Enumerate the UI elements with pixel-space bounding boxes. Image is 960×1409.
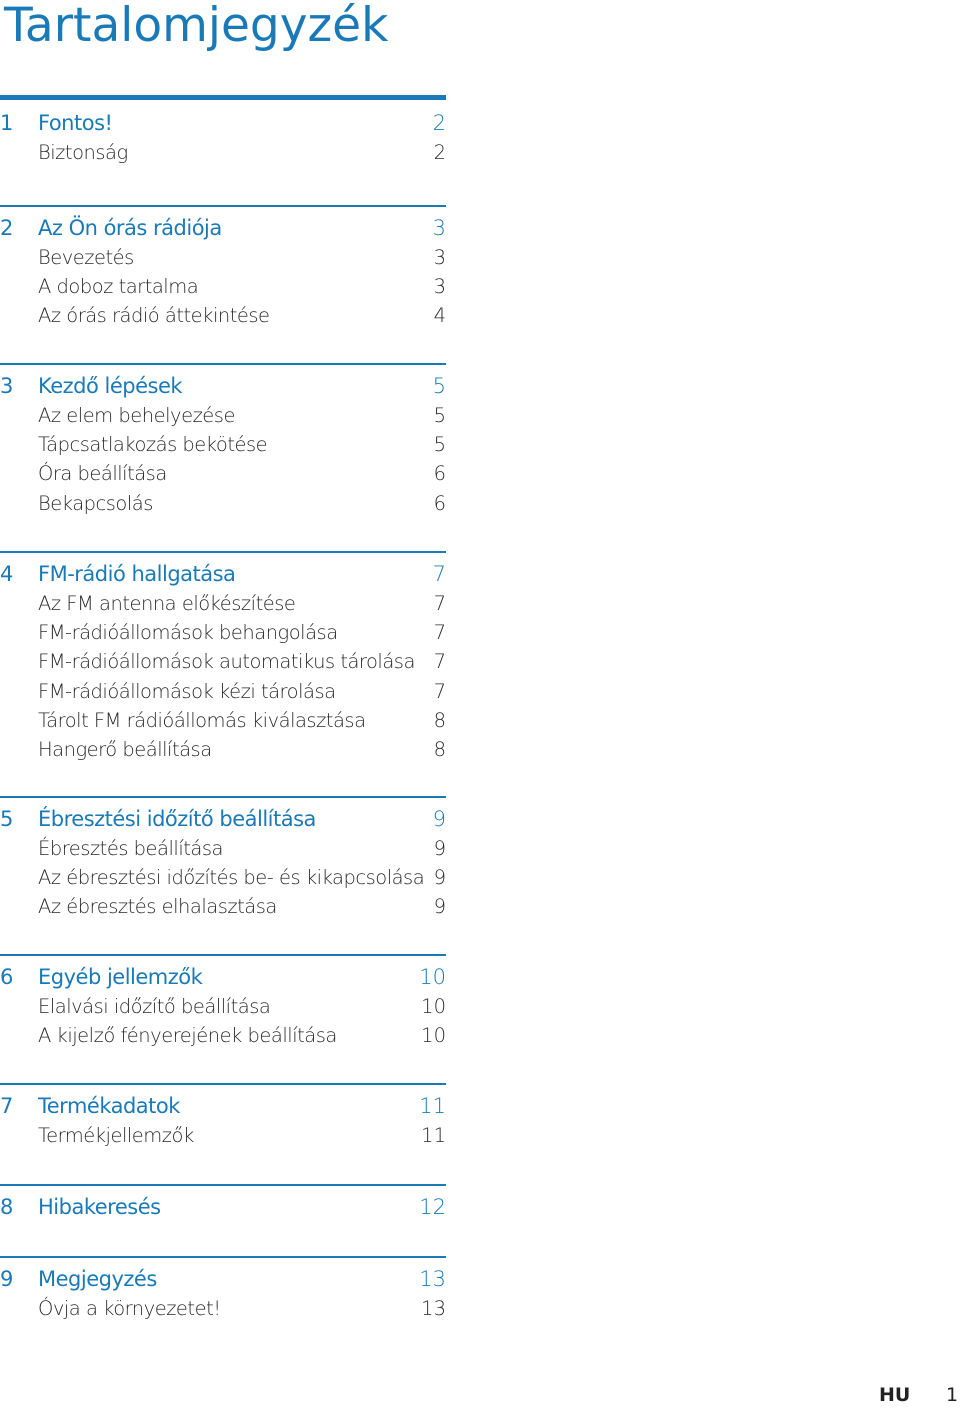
entry-label: Biztonság (38, 141, 128, 164)
entry-label: Ébresztés beállítása (38, 837, 223, 860)
entry-page-number: 9 (433, 866, 446, 890)
entry-page-number: 7 (433, 650, 446, 674)
section-page-number: 2 (432, 111, 446, 135)
entry-page-number: 4 (433, 304, 446, 328)
entry-label: Az FM antenna előkészítése (38, 592, 296, 615)
section-number: 9 (0, 1267, 14, 1291)
toc-entry[interactable] (0, 892, 446, 921)
section-divider (0, 551, 446, 553)
entry-label: Óra beállítása (38, 462, 167, 486)
entry-page-number: 6 (433, 491, 446, 515)
section-number: 1 (0, 111, 14, 135)
entry-page-number: 5 (433, 433, 446, 457)
entry-page-number: 8 (433, 738, 446, 761)
toc-entry[interactable] (0, 706, 446, 735)
entry-page-number: 3 (433, 246, 446, 269)
section-page-number: 9 (432, 807, 446, 831)
entry-label: A doboz tartalma (38, 275, 199, 299)
toc-entry[interactable] (0, 301, 446, 330)
section-divider (0, 1184, 446, 1186)
toc-entry[interactable] (0, 834, 446, 863)
toc-section-heading[interactable] (0, 1193, 446, 1222)
title-divider (0, 95, 446, 100)
toc-entry[interactable] (0, 863, 446, 892)
section-title: FM-rádió hallgatása (38, 562, 236, 586)
section-number: 5 (0, 807, 14, 831)
section-page-number: 7 (432, 562, 446, 586)
footer-language-code: HU (879, 1384, 911, 1406)
entry-page-number: 9 (433, 837, 446, 860)
section-page-number: 3 (432, 216, 446, 240)
entry-page-number: 10 (421, 1024, 446, 1048)
entry-page-number: 10 (421, 995, 446, 1018)
entry-label: Hangerő beállítása (38, 738, 212, 761)
section-divider (0, 1083, 446, 1085)
toc-entry[interactable] (0, 992, 446, 1021)
entry-label: Tárolt FM rádióállomás kiválasztása (38, 708, 366, 732)
toc-section-heading[interactable] (0, 109, 446, 138)
entry-page-number: 6 (433, 462, 446, 486)
toc-entry[interactable] (0, 647, 446, 676)
entry-page-number: 7 (433, 621, 446, 645)
entry-label: Elalvási időzítő beállítása (38, 995, 271, 1018)
section-number: 2 (0, 216, 14, 240)
entry-label: Az órás rádió áttekintése (38, 304, 270, 328)
section-divider (0, 1256, 446, 1258)
entry-page-number: 2 (433, 141, 446, 164)
entry-label: Óvja a környezetet! (38, 1297, 221, 1320)
toc-section-heading[interactable] (0, 805, 446, 834)
entry-label: FM-rádióállomások kézi tárolása (38, 679, 336, 703)
entry-page-number: 3 (433, 275, 446, 299)
entry-label: Bekapcsolás (38, 491, 153, 515)
section-title: Termékadatok (38, 1094, 180, 1118)
toc-entry[interactable] (0, 401, 446, 430)
toc-entry[interactable] (0, 243, 446, 272)
entry-page-number: 7 (433, 592, 446, 615)
entry-label: FM-rádióállomások behangolása (38, 621, 338, 645)
toc-entry[interactable] (0, 1021, 446, 1050)
entry-page-number: 9 (433, 895, 446, 919)
entry-label: Az ébresztési időzítés be- és kikapcsolása (38, 866, 425, 890)
toc-section-heading[interactable] (0, 560, 446, 589)
entry-page-number: 5 (433, 404, 446, 427)
section-title: Hibakeresés (38, 1195, 161, 1219)
entry-label: Termékjellemzők (38, 1124, 194, 1147)
section-page-number: 11 (419, 1094, 446, 1118)
section-title: Az Ön órás rádiója (38, 216, 222, 240)
section-number: 7 (0, 1094, 14, 1118)
toc-entry[interactable] (0, 138, 446, 167)
toc-entry[interactable] (0, 735, 446, 764)
entry-page-number: 13 (421, 1297, 446, 1320)
toc-entry[interactable] (0, 618, 446, 647)
section-number: 6 (0, 965, 14, 989)
section-title: Kezdő lépések (38, 374, 183, 398)
toc-section-heading[interactable] (0, 214, 446, 243)
toc-entry[interactable] (0, 1294, 446, 1323)
entry-label: Bevezetés (38, 246, 134, 269)
toc-entry[interactable] (0, 459, 446, 488)
section-number: 4 (0, 562, 14, 586)
entry-label: Az elem behelyezése (38, 404, 235, 427)
section-number: 8 (0, 1195, 14, 1219)
entry-page-number: 8 (433, 708, 446, 732)
page-title: Tartalomjegyzék (4, 0, 389, 53)
entry-label: Az ébresztés elhalasztása (38, 895, 277, 919)
toc-entry[interactable] (0, 1121, 446, 1150)
toc-section-heading[interactable] (0, 963, 446, 992)
toc-section-heading[interactable] (0, 372, 446, 401)
section-page-number: 5 (432, 374, 446, 398)
entry-label: FM-rádióállomások automatikus tárolása (38, 650, 415, 674)
footer-page-number: 1 (946, 1384, 959, 1406)
section-divider (0, 363, 446, 365)
section-title: Ébresztési időzítő beállítása (38, 807, 316, 831)
section-title: Egyéb jellemzők (38, 965, 203, 989)
section-divider (0, 954, 446, 956)
section-page-number: 10 (419, 965, 446, 989)
section-title: Fontos! (38, 111, 113, 135)
toc-entry[interactable] (0, 589, 446, 618)
section-title: Megjegyzés (38, 1267, 157, 1291)
entry-page-number: 11 (421, 1124, 446, 1147)
section-divider (0, 796, 446, 798)
toc-section-heading[interactable] (0, 1092, 446, 1121)
entry-label: A kijelző fényerejének beállítása (38, 1024, 337, 1048)
entry-page-number: 7 (433, 679, 446, 703)
entry-label: Tápcsatlakozás bekötése (38, 433, 268, 457)
section-divider (0, 205, 446, 207)
toc-section-heading[interactable] (0, 1265, 446, 1294)
toc-entry[interactable] (0, 489, 446, 518)
toc-entry[interactable] (0, 272, 446, 301)
section-page-number: 13 (419, 1267, 446, 1291)
toc-entry[interactable] (0, 430, 446, 459)
section-number: 3 (0, 374, 14, 398)
section-page-number: 12 (419, 1195, 446, 1219)
toc-entry[interactable] (0, 677, 446, 706)
